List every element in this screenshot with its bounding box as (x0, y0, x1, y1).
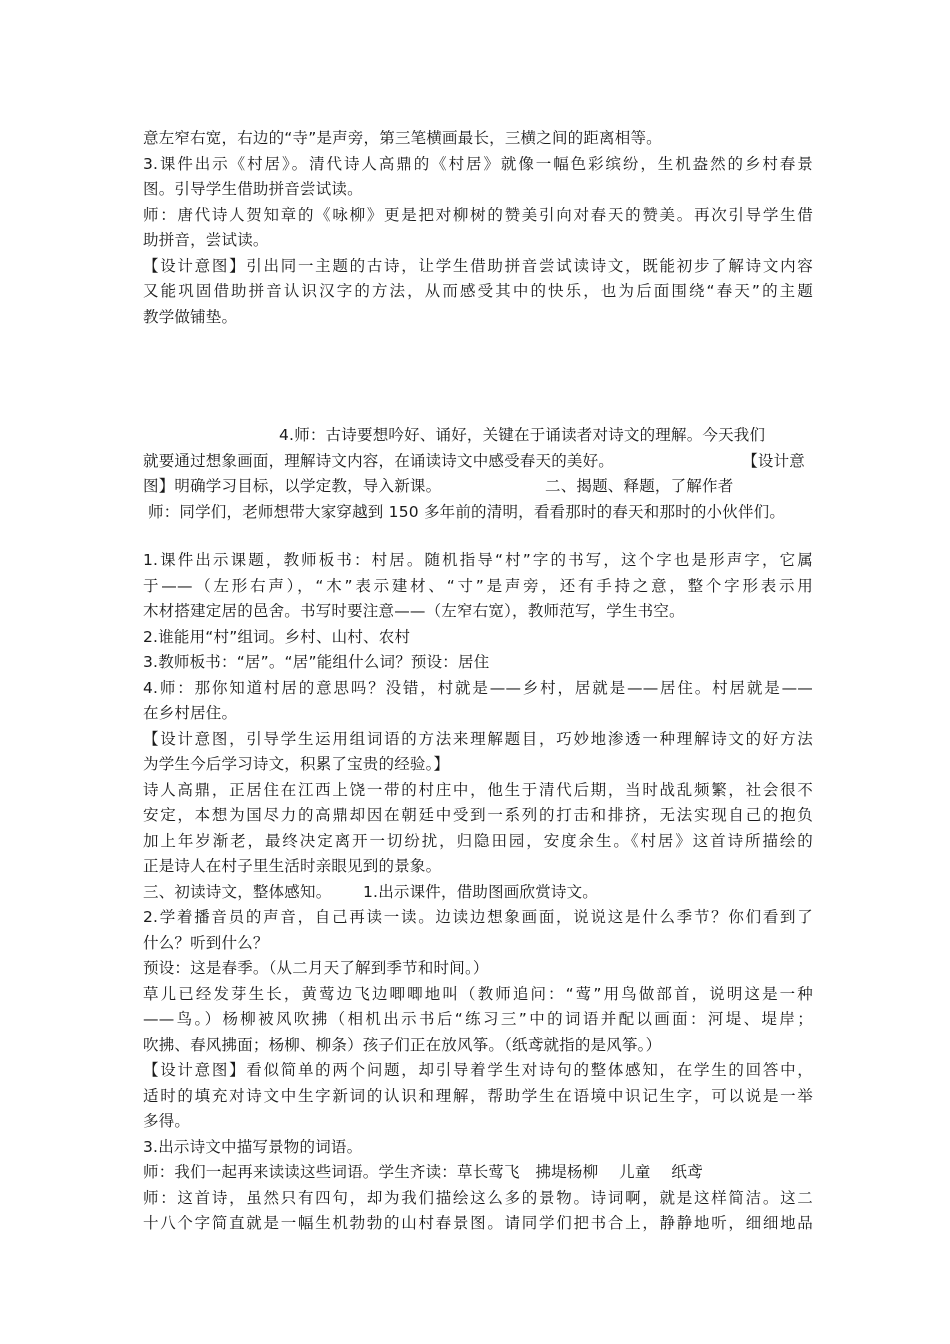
paragraph-line: 十八个字简直就是一幅生机勃勃的山村春景图。请同学们把书合上，静静地听，细细地品 (143, 1214, 813, 1232)
design-intent-label: 【设计意 (742, 451, 805, 470)
paragraph-line (143, 880, 813, 906)
paragraph-line: 4.师：古诗要想吟好、诵好，关键在于诵读者对诗文的理解。今天我们 (279, 426, 766, 444)
paragraph-line: 适时的填充对诗文中生字新词的认识和理解，帮助学生在语境中识记生字，可以说是一举 (143, 1086, 813, 1105)
paragraph-line: 吹拂、春风拂面；杨柳、柳条）孩子们正在放风筝。（纸鸢就指的是风筝。） (143, 1035, 662, 1054)
paragraph-line: 师：我们一起再来读读这些词语。学生齐读：草长莺飞 拂堤杨柳 儿童 纸鸢 (143, 1163, 703, 1181)
paragraph-line: 师：这首诗，虽然只有四句，却为我们描绘这么多的景物。诗词啊，就是这样简洁。这二 (143, 1188, 813, 1207)
paragraph-line: 安定，本想为国尽力的高鼎却因在朝廷中受到一系列的打击和排挤，无法实现自己的抱负 (143, 806, 813, 824)
paragraph-line (143, 449, 813, 475)
middle-text-block (143, 423, 813, 525)
paragraph-line: 图。引导学生借助拼音尝试读。 (143, 180, 363, 198)
paragraph-line: 2.学着播音员的声音，自己再读一读。边读边想象画面，说说这是什么季节？你们看到了 (143, 908, 813, 926)
bottom-text-block (143, 548, 813, 1237)
paragraph-line: 助拼音，尝试读。 (143, 231, 269, 249)
paragraph-line: 为学生今后学习诗文，积累了宝贵的经验。】 (143, 755, 450, 773)
section-heading: 二、揭题、释题，了解作者 (545, 477, 734, 495)
paragraph-line: 多得。 (143, 1112, 191, 1130)
design-intent-line: 【设计意图】引出同一主题的古诗，让学生借助拼音尝试读诗文，既能初步了解诗文内容 (143, 256, 813, 275)
paragraph-line: 诗人高鼎，正居住在江西上饶一带的村庄中，他生于清代后期，当时战乱频繁，社会很不 (143, 780, 813, 799)
paragraph-line: 2.谁能用“村”组词。乡村、山村、农村 (143, 627, 411, 646)
paragraph-line: 4.师：那你知道村居的意思吗？没错，村就是——乡村，居就是——居住。村居就是—— (143, 678, 813, 697)
paragraph-line (143, 474, 813, 500)
paragraph-line: 草儿已经发芽生长，黄莺边飞边唧唧地叫（教师追问：“莺”用鸟做部首，说明这是一种 (143, 984, 813, 1003)
design-intent-line: 【设计意图，引导学生运用组词语的方法来理解题目，巧妙地渗透一种理解诗文的好方法 (143, 729, 813, 748)
paragraph-line: ——鸟。）杨柳被风吹拂（相机出示书后“练习三”中的词语并配以画面：河堤、堤岸； (143, 1010, 813, 1028)
paragraph-line: 正是诗人在村子里生活时亲眼见到的景象。 (143, 857, 442, 875)
paragraph-line: 又能巩固借助拼音认识汉字的方法，从而感受其中的快乐，也为后面围绕“春天”的主题 (143, 282, 813, 300)
paragraph-line: 意左窄右宽，右边的“寺”是声旁，第三笔横画最长，三横之间的距离相等。 (143, 129, 662, 147)
paragraph-line: 3.出示诗文中描写景物的词语。 (143, 1137, 363, 1156)
paragraph-line: 师：同学们，老师想带大家穿越到 150 多年前的清明，看看那时的春天和那时的小伙伴们。 (148, 502, 786, 521)
paragraph-line: 教学做铺垫。 (143, 307, 238, 326)
paragraph-line: 在乡村居住。 (143, 704, 238, 722)
paragraph-text: 图】明确学习目标，以学定教，导入新课。 (143, 477, 442, 495)
section-heading: 三、初读诗文，整体感知。 (143, 882, 332, 901)
paragraph-text: 1.出示课件，借助图画欣赏诗文。 (363, 882, 598, 901)
paragraph-line: 师：唐代诗人贺知章的《咏柳》更是把对柳树的赞美引向对春天的赞美。再次引导学生借 (143, 205, 813, 224)
paragraph-line: 于——（左形右声），“木”表示建材、“寸”是声旁，还有手持之意，整个字形表示用 (143, 576, 813, 595)
design-intent-line: 【设计意图】看似简单的两个问题，却引导着学生对诗句的整体感知，在学生的回答中， (143, 1061, 813, 1079)
paragraph-line: 1.课件出示课题，教师板书：村居。随机指导“村”字的书写，这个字也是形声字，它属 (143, 551, 813, 569)
top-text-block (143, 126, 813, 330)
paragraph-line: 3.教师板书：“居”。“居”能组什么词？预设：居住 (143, 653, 490, 671)
paragraph-text: 就要通过想象画面，理解诗文内容，在诵读诗文中感受春天的美好。 (143, 451, 615, 470)
paragraph-line: 木材搭建定居的邑舍。书写时要注意——（左窄右宽），教师范写，学生书空。 (143, 602, 685, 620)
paragraph-line: 什么？听到什么？ (143, 933, 269, 952)
paragraph-line: 加上年岁渐老，最终决定离开一切纷扰，归隐田园，安度余生。《村居》这首诗所描绘的 (143, 831, 813, 850)
paragraph-line: 预设：这是春季。（从二月天了解到季节和时间。） (143, 959, 489, 977)
paragraph-line: 3.课件出示《村居》。清代诗人高鼎的《村居》就像一幅色彩缤纷，生机盎然的乡村春景 (143, 154, 813, 173)
